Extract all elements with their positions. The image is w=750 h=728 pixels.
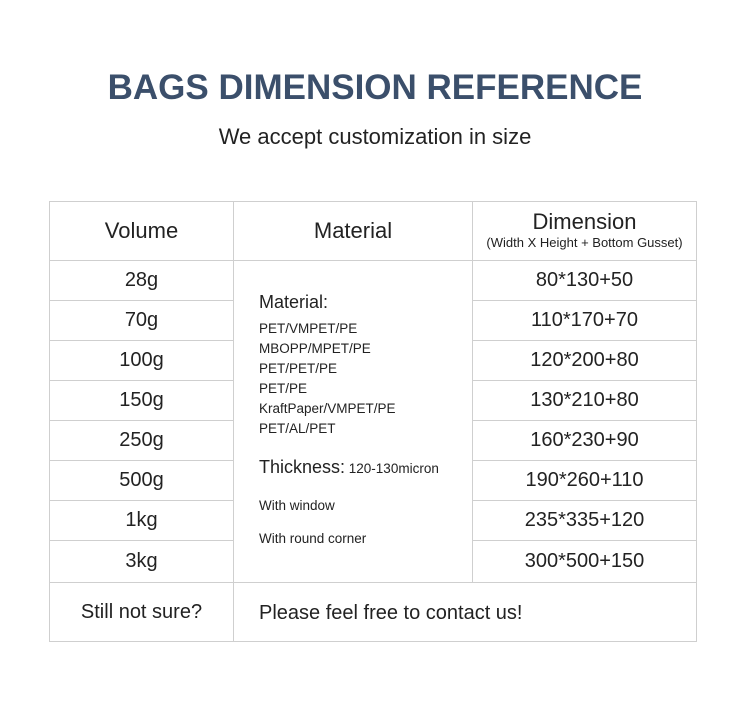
header-dimension — [473, 202, 696, 260]
volume-cell: 70g — [124, 309, 159, 331]
dimension-cell: 235*335+120 — [524, 509, 645, 531]
material-item: PET/PET/PE — [259, 361, 338, 376]
volume-cell: 28g — [124, 269, 159, 291]
material-item: PET/AL/PET — [259, 421, 336, 436]
dimension-cell: 160*230+90 — [530, 429, 639, 451]
material-item: PET/PE — [259, 381, 308, 396]
option-window: With window — [259, 498, 335, 513]
option-round-corner: With round corner — [259, 531, 367, 546]
header-volume: Volume — [104, 218, 179, 243]
material-block — [259, 292, 439, 546]
volume-cell: 250g — [119, 429, 164, 451]
dimension-cell: 120*200+80 — [530, 349, 639, 371]
volume-cell: 500g — [119, 469, 164, 491]
material-label: Material: — [259, 292, 329, 312]
volume-cell: 3kg — [125, 550, 158, 572]
material-item: KraftPaper/VMPET/PE — [259, 401, 396, 416]
dimension-table — [49, 201, 697, 642]
volume-cell: 1kg — [125, 509, 158, 531]
dimension-cell: 190*260+110 — [525, 469, 644, 491]
header-dimension-note: (Width X Height + Bottom Gusset) — [486, 235, 683, 250]
page-title: BAGS DIMENSION REFERENCE — [107, 68, 643, 107]
thickness-line — [259, 457, 439, 478]
material-item: MBOPP/MPET/PE — [259, 341, 371, 356]
dimension-cell: 110*170+70 — [531, 309, 638, 331]
page-subtitle: We accept customization in size — [218, 124, 532, 149]
volume-cell: 150g — [119, 389, 164, 411]
header-dimension-label: Dimension — [532, 209, 637, 234]
column-divider — [233, 202, 234, 641]
material-item: PET/VMPET/PE — [259, 321, 358, 336]
dimension-cell: 300*500+150 — [524, 550, 645, 572]
thickness-label: Thickness: — [259, 457, 346, 477]
footer-question: Still not sure? — [80, 600, 203, 623]
header-material: Material — [313, 218, 393, 243]
volume-cell: 100g — [119, 349, 164, 371]
dimension-cell: 130*210+80 — [530, 389, 639, 411]
dimension-cell: 80*130+50 — [535, 269, 634, 291]
thickness-value: 120-130micron — [345, 461, 439, 476]
footer-contact: Please feel free to contact us! — [259, 601, 523, 624]
